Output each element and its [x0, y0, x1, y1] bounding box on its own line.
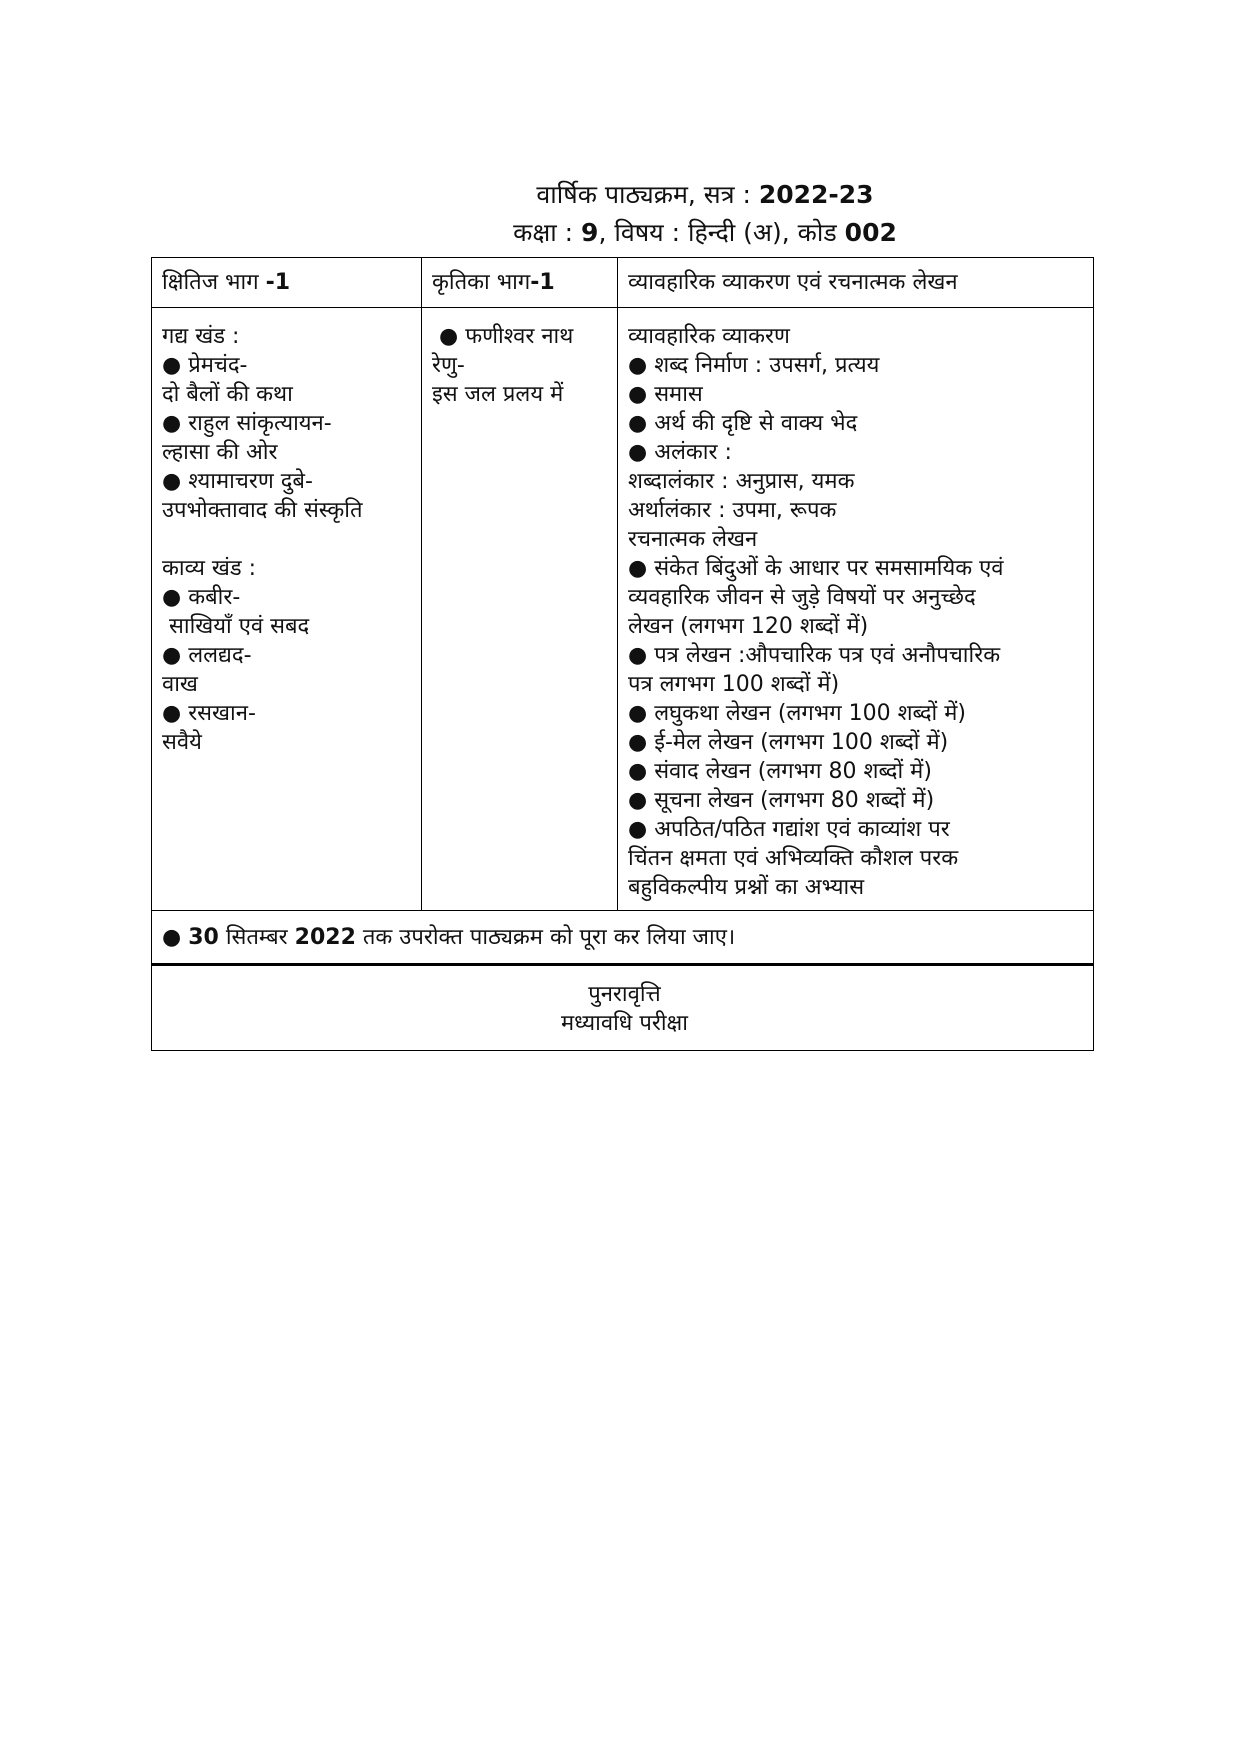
kritika-content	[422, 308, 618, 911]
list-item: वाख	[162, 672, 198, 697]
list-item: अर्थालंकार : उपमा, रूपक	[628, 498, 837, 523]
list-item: ● ललद्यद-	[162, 643, 252, 668]
list-item: चिंतन क्षमता एवं अभिव्यक्ति कौशल परक	[628, 846, 959, 871]
title-line-class: कक्षा : 9, विषय : हिन्दी (अ), कोड 002	[513, 218, 897, 247]
list-item: ल्हासा की ओर	[162, 440, 278, 465]
list-item: साखियाँ एवं सबद	[162, 614, 310, 639]
list-item: ● प्रेमचंद-	[162, 353, 248, 378]
list-item: ● सूचना लेखन (लगभग 80 शब्दों में)	[628, 788, 935, 813]
table-content-row	[152, 308, 1094, 911]
page-title	[0, 178, 1242, 250]
kshitij-content	[152, 308, 422, 911]
list-item: दो बैलों की कथा	[162, 382, 293, 407]
list-item: ● अलंकार :	[628, 440, 732, 465]
completion-note: ● 30 सितम्बर 2022 तक उपरोक्त पाठ्यक्रम को पूरा कर लिया जाए।	[152, 911, 1094, 965]
header-kshitij: क्षितिज भाग -1	[152, 258, 422, 308]
list-item: पत्र लगभग 100 शब्दों में)	[628, 672, 840, 697]
header-grammar: व्यावहारिक व्याकरण एवं रचनात्मक लेखन	[618, 258, 1094, 308]
list-item: रेणु-	[432, 353, 465, 378]
list-item: ● ई-मेल लेखन (लगभग 100 शब्दों में)	[628, 730, 949, 755]
list-item: ● पत्र लेखन :औपचारिक पत्र एवं अनौपचारिक	[628, 643, 1001, 668]
title-line-session: वार्षिक पाठ्यक्रम, सत्र : 2022-23	[536, 180, 874, 209]
list-item: ● समास	[628, 382, 703, 407]
list-item: ● संकेत बिंदुओं के आधार पर समसामयिक एवं	[628, 556, 1004, 581]
grammar-content	[618, 308, 1094, 911]
list-item: उपभोक्तावाद की संस्कृति	[162, 498, 363, 523]
list-item: ● लघुकथा लेखन (लगभग 100 शब्दों में)	[628, 701, 966, 726]
list-item: बहुविकल्पीय प्रश्नों का अभ्यास	[628, 875, 865, 900]
list-item: ● अर्थ की दृष्टि से वाक्य भेद	[628, 411, 858, 436]
list-item: इस जल प्रलय में	[432, 382, 564, 407]
list-item: व्यावहारिक व्याकरण	[628, 324, 790, 349]
list-item: ● कबीर-	[162, 585, 241, 610]
list-item: ● श्यामाचरण दुबे-	[162, 469, 313, 494]
syllabus-table	[151, 257, 1094, 1051]
list-item: रचनात्मक लेखन	[628, 527, 758, 552]
list-item: गद्य खंड :	[162, 324, 240, 349]
list-item: ● शब्द निर्माण : उपसर्ग, प्रत्यय	[628, 353, 880, 378]
midterm-exam-label: मध्यावधि परीक्षा	[560, 1011, 688, 1036]
list-item: लेखन (लगभग 120 शब्दों में)	[628, 614, 869, 639]
revision-row	[152, 965, 1094, 1051]
header-kritika: कृतिका भाग-1	[422, 258, 618, 308]
list-item: ● राहुल सांकृत्यायन-	[162, 411, 332, 436]
list-item: सवैये	[162, 730, 202, 755]
list-item: ● फणीश्वर नाथ	[432, 324, 574, 349]
list-item: ● अपठित/पठित गद्यांश एवं काव्यांश पर	[628, 817, 950, 842]
table-header-row	[152, 258, 1094, 308]
list-item: ● रसखान-	[162, 701, 256, 726]
revision-cell	[152, 965, 1094, 1051]
list-item: शब्दालंकार : अनुप्रास, यमक	[628, 469, 855, 494]
list-item: ● संवाद लेखन (लगभग 80 शब्दों में)	[628, 759, 932, 784]
revision-label: पुनरावृत्ति	[588, 982, 661, 1007]
list-item: व्यवहारिक जीवन से जुड़े विषयों पर अनुच्छेद	[628, 585, 976, 610]
list-item: काव्य खंड :	[162, 556, 257, 581]
spacer	[162, 525, 415, 554]
completion-note-row	[152, 911, 1094, 965]
